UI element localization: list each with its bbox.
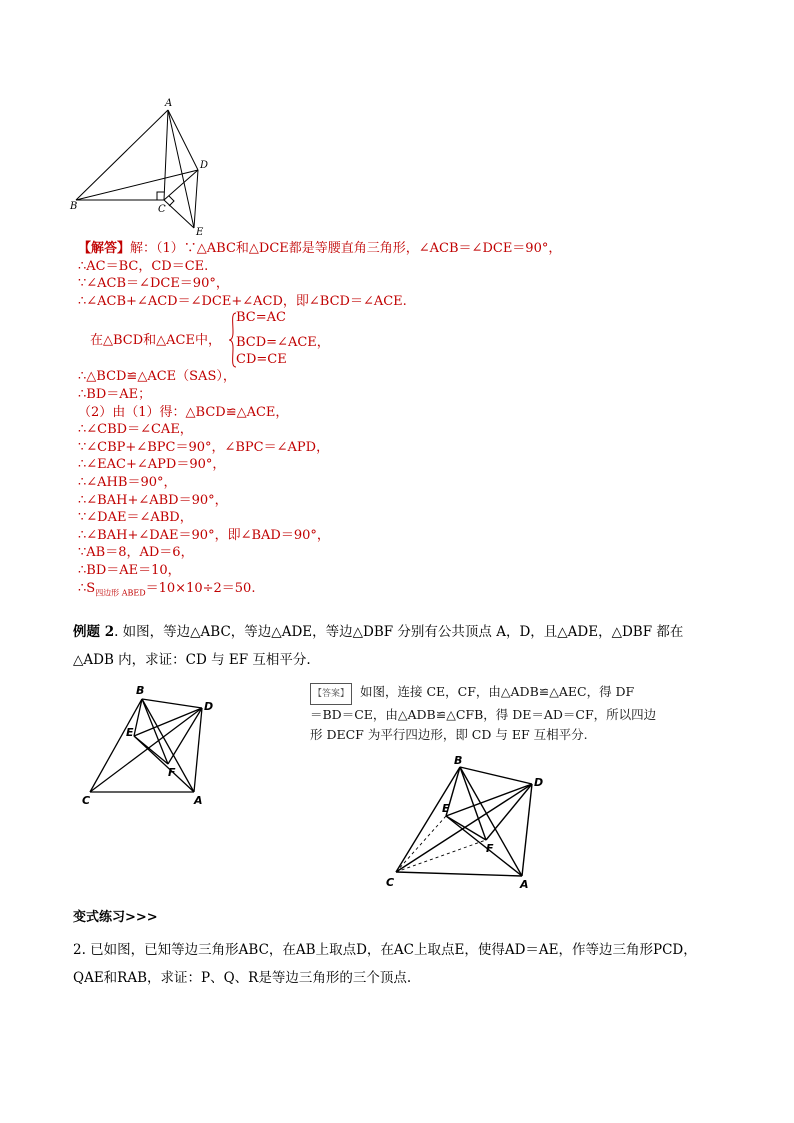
solution-line-1 [78,240,718,258]
label-A: A [520,878,529,891]
segment-BD [76,170,198,200]
solution-line-14: ∴∠BAH+∠DAE＝90°，即∠BAD＝90°， [78,527,330,543]
solution-line-3: ∵∠ACB＝∠DCE＝90°， [78,276,229,292]
segment-BE [134,699,142,736]
example-2-line-1 [73,618,723,646]
solution-line-4: ∴∠ACB+∠ACD＝∠DCE+∠ACD，即∠BCD＝∠ACE. [78,293,407,309]
exercise-2 [73,936,723,992]
solution-line-16: ∴BD＝AE＝10， [78,562,181,578]
segment-BF [460,767,486,840]
solution-line-5: ∴△BCD≌△ACE（SAS）， [78,369,236,385]
segment-DE [134,708,202,736]
area-subscript: 四边形 ABED [95,588,146,598]
example-2 [73,618,723,674]
answer-note [310,682,680,745]
label-E: E [196,227,204,236]
example-2-title: 例题 2 [73,624,115,640]
equation-system [78,310,718,368]
figure-1-triangles [68,96,218,236]
segment-AD [168,110,198,170]
segment-DA [522,784,532,876]
system-item-3: CD=CE [236,352,287,368]
label-C: C [82,794,91,807]
solution-line-7: （2）由（1）得：△BCD≌△ACE， [78,404,289,420]
segment-AC [164,110,168,200]
figure-2-equilateral [80,684,220,810]
segment-DA [194,708,202,792]
label-C: C [386,876,395,889]
solution-line-17 [78,580,718,598]
area-value: ＝10×10÷2＝50. [145,580,256,596]
segment-AB [76,110,168,200]
figure-3-equilateral-with-dashed [380,754,570,894]
label-E: E [126,726,134,739]
segment-EA [446,816,522,876]
solution-line-9: ∵∠CBP+∠BPC＝90°，∠BPC＝∠APD， [78,439,330,455]
note-text-1: 如图，连接 CE，CF，由△ADB≌△AEC，得 DF [360,684,635,699]
label-B: B [454,754,463,767]
label-D: D [534,776,544,789]
label-F: F [168,766,176,779]
system-item-1: BC=AC [236,310,286,326]
segment-AE [168,110,194,228]
segment-CA [396,872,522,876]
solution-line-10: ∴∠EAC+∠APD＝90°， [78,457,226,473]
solution-line-15: ∵AB＝8，AD＝6， [78,545,194,561]
segment-BA [460,767,522,876]
segment-BD [460,767,532,784]
solution-line-12: ∴∠BAH+∠ABD＝90°， [78,492,228,508]
solution-text-1: 解：（1）∵△ABC和△DCE都是等腰直角三角形，∠ACB＝∠DCE＝90°， [130,241,562,256]
exercise-2-line-1: 2. 已如图，已知等边三角形ABC，在AB上取点D，在AC上取点E，使得AD＝AE，作等边三角形PCD， [73,942,697,958]
system-intro: 在△BCD和△ACE中， [90,333,221,349]
variant-practice-title: 变式练习>>> [73,910,158,925]
note-line-2: ＝BD＝CE，由△ADB≌△CFB，得 DE＝AD＝CF，所以四边 [310,707,657,722]
solution-line-11: ∴∠AHB＝90°， [78,474,177,490]
label-A: A [194,794,203,807]
solution-block [78,240,718,597]
solution-line-6: ∴BD＝AE； [78,386,152,402]
label-F: F [486,842,494,855]
solution-line-2: ∴AC＝BC，CD＝CE. [78,258,209,274]
label-A: A [165,98,173,109]
label-B: B [70,201,78,212]
note-line-1 [310,682,680,705]
note-line-3: 形 DECF 为平行四边形，即 CD 与 EF 互相平分. [310,727,588,742]
segment-CE [164,200,194,228]
right-angle-mark-DCE [169,196,174,206]
segment-BD [142,699,202,708]
area-symbol: ∴S [78,580,96,596]
label-C: C [158,204,166,215]
segment-EA [134,736,194,792]
dashed-segment-CF [396,840,486,872]
segment-CD [90,708,202,792]
segment-CB [90,699,142,792]
exercise-2-line-2: QAE和RAB，求证：P、Q、R是等边三角形的三个顶点. [73,970,412,986]
solution-line-8: ∴∠CBD＝∠CAE， [78,422,193,438]
label-E: E [442,802,450,815]
example-2-text-1: . 如图，等边△ABC，等边△ADE，等边△DBF 分别有公共顶点 A，D，且△ADE，△DBF 都在 [114,624,684,640]
right-angle-mark-C [157,192,164,200]
segment-DE [194,170,198,228]
note-tag: 【答案】 [310,683,352,705]
answer-tag: 【解答】 [78,241,131,256]
solution-line-13: ∵∠DAE＝∠ABD， [78,510,193,526]
label-B: B [136,684,145,697]
example-2-line-2: △ADB 内，求证：CD 与 EF 互相平分. [73,652,311,668]
system-item-2: BCD=∠ACE， [236,335,330,351]
label-D: D [200,160,209,171]
label-D: D [204,700,214,713]
